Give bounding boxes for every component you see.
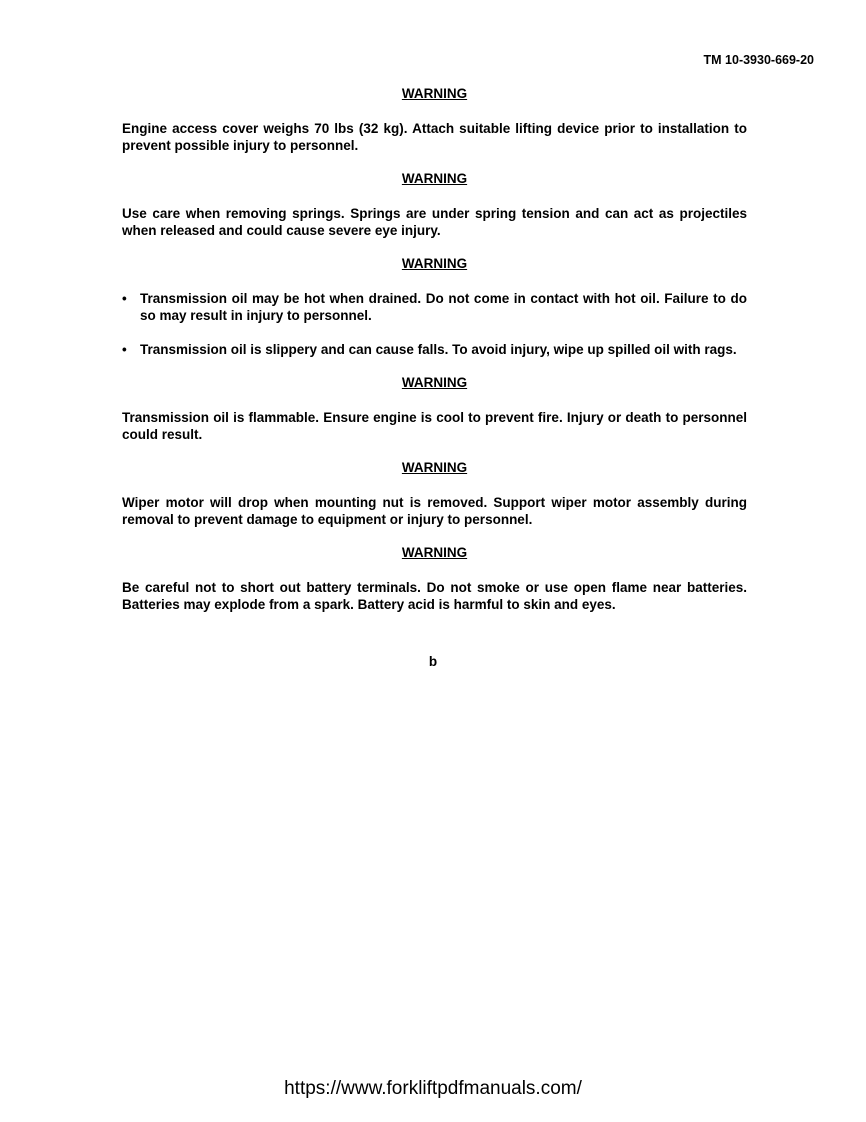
warning-bullet-item [122, 341, 747, 358]
warning-heading: WARNING [401, 545, 468, 560]
page-number: b [428, 654, 438, 669]
warning-block-transmission-oil [122, 255, 747, 358]
bullet-icon: • [122, 291, 127, 306]
warning-text: Engine access cover weighs 70 lbs (32 kg). Attach suitable lifting device prior to installation to prevent possible injury to personnel. [122, 121, 747, 153]
warning-text: Transmission oil is flammable. Ensure engine is cool to prevent fire. Injury or death to personnel could result. [122, 410, 747, 442]
warning-heading: WARNING [401, 375, 468, 390]
warnings-section [122, 85, 747, 629]
warning-heading: WARNING [401, 460, 468, 475]
warning-text: Wiper motor will drop when mounting nut is removed. Support wiper motor assembly during removal to prevent damage to equipment or injury to personnel. [122, 495, 747, 527]
warning-bullet-list [122, 290, 747, 358]
warning-heading: WARNING [401, 256, 468, 271]
warning-bullet-text: Transmission oil may be hot when drained. Do not come in contact with hot oil. Failure to do so may result in injury to personnel. [140, 291, 747, 323]
warning-text: Be careful not to short out battery terminals. Do not smoke or use open flame near batteries. Batteries may explode from a spark. Battery acid is harmful to skin and eyes. [122, 580, 747, 612]
warning-heading: WARNING [401, 171, 468, 186]
warning-bullet-item [122, 290, 747, 324]
warning-block-springs [122, 170, 747, 239]
document-id: TM 10-3930-669-20 [703, 53, 814, 67]
warning-block-batteries [122, 544, 747, 613]
warning-block-oil-flammable [122, 374, 747, 443]
warning-block-engine-cover [122, 85, 747, 154]
warning-block-wiper-motor [122, 459, 747, 528]
bullet-icon: • [122, 342, 127, 357]
warning-heading: WARNING [401, 86, 468, 101]
footer-url: https://www.forkliftpdfmanuals.com/ [284, 1078, 582, 1099]
warning-bullet-text: Transmission oil is slippery and can cause falls. To avoid injury, wipe up spilled oil with rags. [140, 342, 737, 357]
warning-text: Use care when removing springs. Springs are under spring tension and can act as projectiles when released and could cause severe eye injury. [122, 206, 747, 238]
